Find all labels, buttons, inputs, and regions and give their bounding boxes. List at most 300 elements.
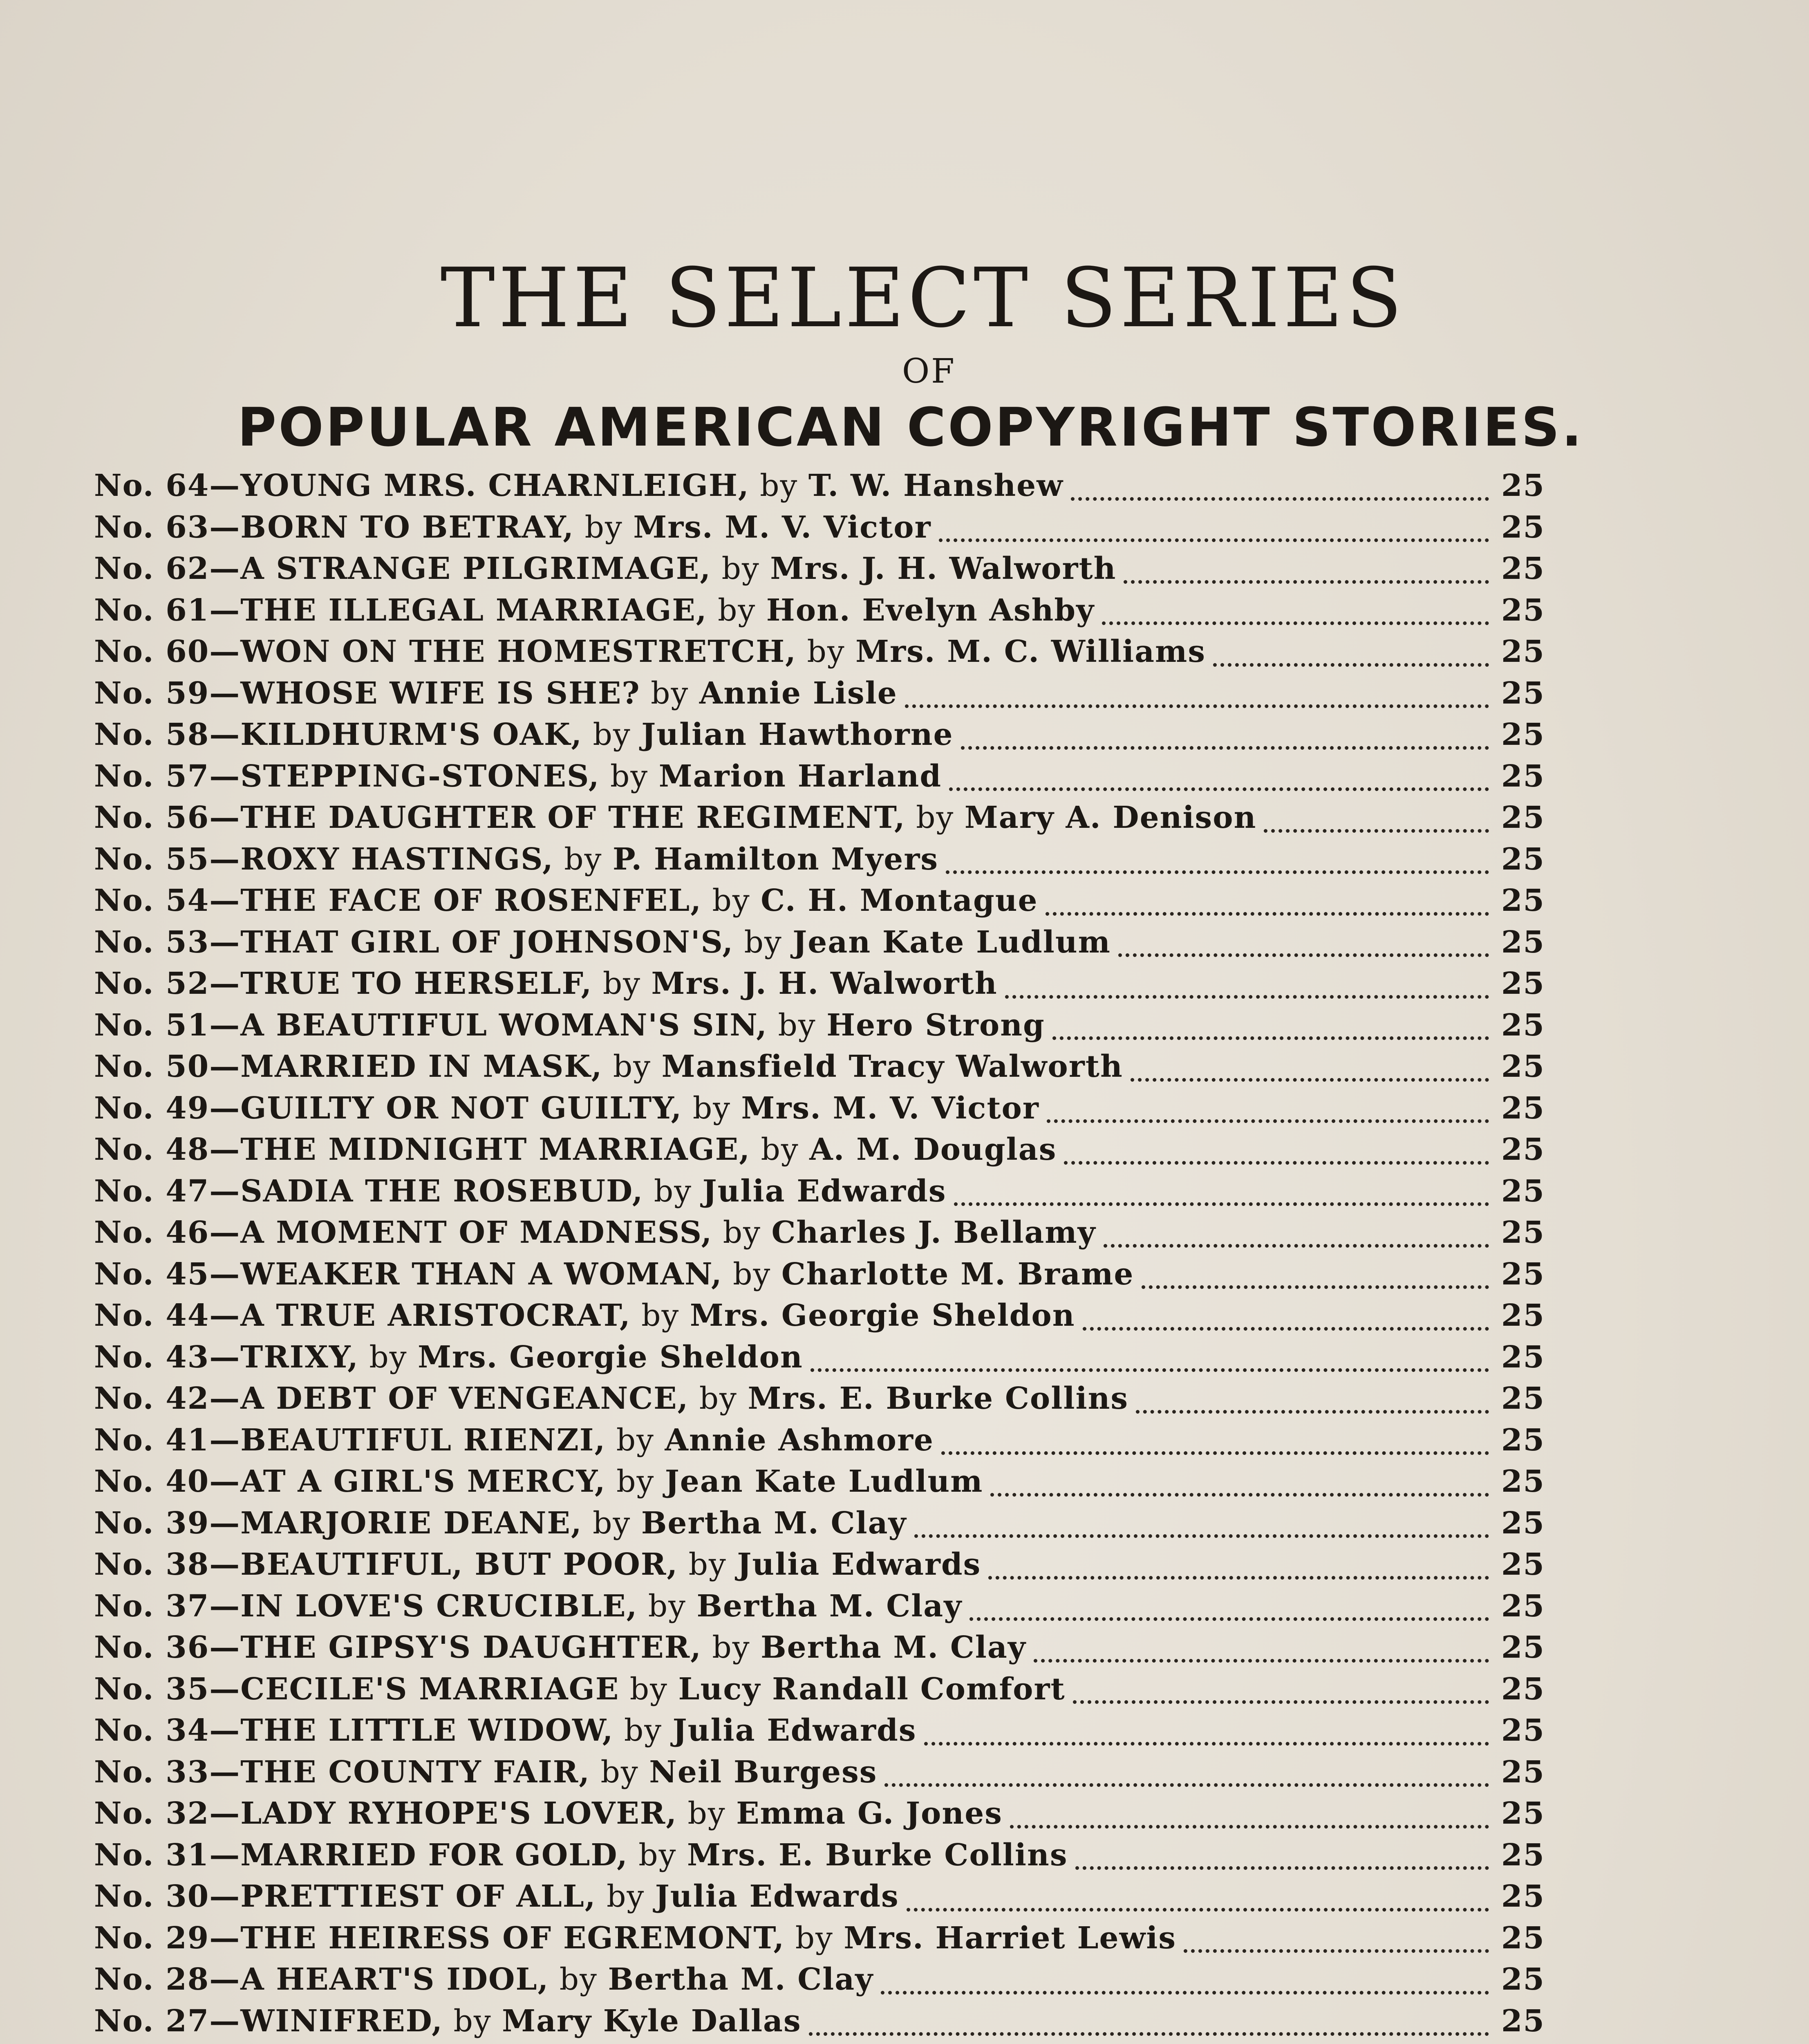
entry-number: No. 49 xyxy=(94,1090,210,1126)
list-item xyxy=(94,1547,1545,1589)
entry-title: A HEART'S IDOL, xyxy=(240,1962,549,1997)
entry-dash: — xyxy=(209,634,241,669)
list-item xyxy=(94,1008,1545,1049)
entry-number: No. 35 xyxy=(94,1671,210,1707)
entry-by: by xyxy=(785,1920,844,1956)
entry-number: No. 45 xyxy=(94,1256,210,1292)
entry-by: by xyxy=(707,592,766,628)
entry-dash: — xyxy=(209,1713,241,1748)
dot-leader xyxy=(990,1493,1489,1497)
entry-number: No. 43 xyxy=(94,1339,210,1375)
entry-number: No. 46 xyxy=(94,1215,210,1250)
list-item xyxy=(94,1381,1545,1423)
entry-price: 25 xyxy=(1501,1630,1545,1665)
entry-dash: — xyxy=(209,1464,241,1499)
dot-leader xyxy=(939,538,1489,542)
entry-by: by xyxy=(606,1464,665,1499)
entry-dash: — xyxy=(209,1215,241,1250)
entry-dash: — xyxy=(209,1173,241,1209)
entry-dash: — xyxy=(209,1505,241,1541)
entry-title: WINIFRED, xyxy=(240,2003,443,2039)
dot-leader xyxy=(907,1908,1489,1912)
entry-author: Charlotte M. Brame xyxy=(781,1256,1134,1292)
entry-dash: — xyxy=(209,1588,241,1624)
entry-price: 25 xyxy=(1501,717,1545,752)
entry-title: AT A GIRL'S MERCY, xyxy=(240,1464,606,1499)
entry-title: A TRUE ARISTOCRAT, xyxy=(240,1298,631,1333)
entry-author: Julian Hawthorne xyxy=(641,717,954,752)
entry-by: by xyxy=(701,883,761,918)
entry-by: by xyxy=(596,1879,655,1914)
dot-leader xyxy=(1102,621,1489,625)
entry-author: Bertha M. Clay xyxy=(761,1630,1026,1665)
entry-author: Charles J. Bellamy xyxy=(771,1215,1096,1250)
entry-author: Julia Edwards xyxy=(702,1173,947,1209)
entry-dash: — xyxy=(209,509,241,545)
list-item xyxy=(94,1838,1545,1879)
entry-title: CECILE'S MARRIAGE xyxy=(240,1671,620,1707)
entry-number: No. 57 xyxy=(94,758,210,794)
list-item xyxy=(94,1340,1545,1381)
entry-by: by xyxy=(712,1215,772,1250)
entry-author: Julia Edwards xyxy=(737,1547,981,1582)
entry-author: Mrs. J. H. Walworth xyxy=(770,551,1117,586)
entry-price: 25 xyxy=(1501,1671,1545,1707)
entry-price: 25 xyxy=(1501,1962,1545,1997)
entry-author: Mrs. M. C. Williams xyxy=(855,634,1206,669)
entry-price: 25 xyxy=(1501,1381,1545,1416)
entry-price: 25 xyxy=(1501,1920,1545,1956)
entry-by: by xyxy=(613,1713,673,1748)
list-item xyxy=(94,1713,1545,1755)
entry-author: Mrs. Georgie Sheldon xyxy=(690,1298,1075,1333)
entry-number: No. 59 xyxy=(94,675,210,711)
entry-by: by xyxy=(553,841,613,877)
entry-title: PRETTIEST OF ALL, xyxy=(240,1879,596,1914)
entry-title: THE DAUGHTER OF THE REGIMENT, xyxy=(240,800,906,835)
entry-by: by xyxy=(638,1588,697,1624)
entry-by: by xyxy=(722,1256,781,1292)
entry-price: 25 xyxy=(1501,841,1545,877)
entry-by: by xyxy=(582,1505,641,1541)
entry-by: by xyxy=(678,1547,737,1582)
list-item xyxy=(94,1464,1545,1506)
dot-leader xyxy=(988,1576,1489,1580)
entry-dash: — xyxy=(209,1422,241,1458)
entry-title: THE HEIRESS OF EGREMONT, xyxy=(240,1920,785,1956)
entry-author: P. Hamilton Myers xyxy=(612,841,939,877)
dot-leader xyxy=(914,1534,1489,1538)
entry-author: Jean Kate Ludlum xyxy=(665,1464,983,1499)
entry-number: No. 56 xyxy=(94,800,210,835)
dot-leader xyxy=(1064,1161,1489,1165)
entry-author: Hon. Evelyn Ashby xyxy=(766,592,1095,628)
entry-dash: — xyxy=(209,1381,241,1416)
entry-author: Mansfield Tracy Walworth xyxy=(661,1049,1123,1084)
list-item xyxy=(94,1049,1545,1091)
entry-author: T. W. Hanshew xyxy=(808,468,1063,503)
entry-by: by xyxy=(643,1173,703,1209)
dot-leader xyxy=(1052,1036,1489,1040)
list-item xyxy=(94,1174,1545,1215)
entry-author: Mrs. J. H. Walworth xyxy=(651,966,998,1001)
list-item xyxy=(94,1298,1545,1340)
entry-title: THAT GIRL OF JOHNSON'S, xyxy=(240,924,734,960)
dot-leader xyxy=(1005,995,1489,999)
entry-number: No. 42 xyxy=(94,1381,210,1416)
entry-number: No. 54 xyxy=(94,883,210,918)
dot-leader xyxy=(1142,1285,1489,1289)
entry-price: 25 xyxy=(1501,2003,1545,2039)
dot-leader xyxy=(946,870,1489,874)
entry-by: by xyxy=(619,1671,678,1707)
entry-dash: — xyxy=(209,883,241,918)
entry-dash: — xyxy=(209,1298,241,1333)
dot-leader xyxy=(809,2032,1489,2036)
entry-dash: — xyxy=(209,1090,241,1126)
dot-leader xyxy=(1131,1078,1489,1082)
entry-by: by xyxy=(750,1132,810,1167)
entry-by: by xyxy=(749,468,808,503)
entry-author: Lucy Randall Comfort xyxy=(678,1671,1066,1707)
entry-by: by xyxy=(796,634,856,669)
dot-leader xyxy=(941,1451,1489,1455)
list-item xyxy=(94,1589,1545,1630)
entry-title: A MOMENT OF MADNESS, xyxy=(240,1215,713,1250)
list-item xyxy=(94,842,1545,883)
list-item xyxy=(94,883,1545,925)
entry-number: No. 48 xyxy=(94,1132,210,1167)
entry-by: by xyxy=(574,509,634,545)
entry-by: by xyxy=(734,924,793,960)
entry-title: GUILTY OR NOT GUILTY, xyxy=(240,1090,683,1126)
entry-title: MARRIED FOR GOLD, xyxy=(240,1837,628,1873)
entry-author: Annie Ashmore xyxy=(665,1422,934,1458)
list-item xyxy=(94,1257,1545,1298)
entry-by: by xyxy=(600,758,659,794)
entry-dash: — xyxy=(209,1256,241,1292)
list-item xyxy=(94,468,1545,510)
entry-price: 25 xyxy=(1501,1713,1545,1748)
entry-price: 25 xyxy=(1501,800,1545,835)
entry-author: Mrs. M. V. Victor xyxy=(633,509,931,545)
entry-number: No. 55 xyxy=(94,841,210,877)
entry-by: by xyxy=(582,717,642,752)
entry-dash: — xyxy=(209,1339,241,1375)
entry-dash: — xyxy=(209,1630,241,1665)
entry-number: No. 44 xyxy=(94,1298,210,1333)
entry-price: 25 xyxy=(1501,1588,1545,1624)
entry-title: MARRIED IN MASK, xyxy=(240,1049,603,1084)
entry-number: No. 61 xyxy=(94,592,210,628)
entry-price: 25 xyxy=(1501,468,1545,503)
entry-price: 25 xyxy=(1501,924,1545,960)
entry-author: Mrs. M. V. Victor xyxy=(741,1090,1039,1126)
entry-title: THE FACE OF ROSENFEL, xyxy=(240,883,702,918)
entry-price: 25 xyxy=(1501,592,1545,628)
entry-dash: — xyxy=(209,1837,241,1873)
dot-leader xyxy=(1071,497,1489,501)
entry-number: No. 36 xyxy=(94,1630,210,1665)
list-item xyxy=(94,510,1545,551)
entry-by: by xyxy=(358,1339,418,1375)
entry-author: Neil Burgess xyxy=(649,1754,878,1790)
entry-by: by xyxy=(592,966,652,1001)
entry-title: WEAKER THAN A WOMAN, xyxy=(240,1256,723,1292)
entry-by: by xyxy=(677,1796,737,1831)
list-item xyxy=(94,1962,1545,2004)
entry-price: 25 xyxy=(1501,1049,1545,1084)
entry-title: IN LOVE'S CRUCIBLE, xyxy=(240,1588,638,1624)
entry-by: by xyxy=(549,1962,608,1997)
entry-price: 25 xyxy=(1501,1464,1545,1499)
dot-leader xyxy=(1034,1659,1489,1663)
entry-number: No. 30 xyxy=(94,1879,210,1914)
entry-by: by xyxy=(631,1298,690,1333)
entry-price: 25 xyxy=(1501,1298,1545,1333)
entry-by: by xyxy=(905,800,965,835)
entry-number: No. 41 xyxy=(94,1422,210,1458)
entry-price: 25 xyxy=(1501,551,1545,586)
list-item xyxy=(94,1215,1545,1257)
dot-leader xyxy=(1118,953,1489,957)
entry-author: Bertha M. Clay xyxy=(696,1588,963,1624)
dot-leader xyxy=(1083,1327,1489,1331)
entry-by: by xyxy=(628,1837,687,1873)
entry-dash: — xyxy=(209,551,241,586)
entry-author: Mrs. E. Burke Collins xyxy=(687,1837,1068,1873)
dot-leader xyxy=(1047,1119,1489,1123)
entry-author: Jean Kate Ludlum xyxy=(793,924,1111,960)
dot-leader xyxy=(954,1202,1489,1206)
entry-dash: — xyxy=(209,2003,241,2039)
entry-price: 25 xyxy=(1501,1837,1545,1873)
list-item xyxy=(94,966,1545,1008)
list-item xyxy=(94,1630,1545,1672)
entry-price: 25 xyxy=(1501,1547,1545,1582)
list-item xyxy=(94,1879,1545,1921)
entry-title: THE MIDNIGHT MARRIAGE, xyxy=(240,1132,750,1167)
dot-leader xyxy=(961,746,1489,750)
entry-title: ROXY HASTINGS, xyxy=(240,841,554,877)
list-item xyxy=(94,800,1545,842)
entry-number: No. 52 xyxy=(94,966,210,1001)
entry-number: No. 39 xyxy=(94,1505,210,1541)
entry-author: Mary A. Denison xyxy=(964,800,1257,835)
list-item xyxy=(94,676,1545,717)
entry-price: 25 xyxy=(1501,1215,1545,1250)
entry-by: by xyxy=(767,1007,827,1043)
entry-price: 25 xyxy=(1501,1090,1545,1126)
entry-title: MARJORIE DEANE, xyxy=(240,1505,582,1541)
list-item xyxy=(94,593,1545,634)
entry-number: No. 29 xyxy=(94,1920,210,1956)
entry-by: by xyxy=(640,675,699,711)
entry-author: Mrs. E. Burke Collins xyxy=(748,1381,1129,1416)
dot-leader xyxy=(810,1368,1489,1372)
entry-by: by xyxy=(689,1381,748,1416)
entry-price: 25 xyxy=(1501,1132,1545,1167)
entry-author: Julia Edwards xyxy=(655,1879,899,1914)
entry-number: No. 40 xyxy=(94,1464,210,1499)
series-title-of: OF xyxy=(902,352,956,391)
book-list xyxy=(94,468,1545,2044)
entry-dash: — xyxy=(209,800,241,835)
entry-title: SADIA THE ROSEBUD, xyxy=(240,1173,644,1209)
list-item xyxy=(94,1672,1545,1713)
list-item xyxy=(94,1921,1545,1962)
dot-leader xyxy=(881,1991,1489,1995)
entry-price: 25 xyxy=(1501,966,1545,1001)
entry-dash: — xyxy=(209,1796,241,1831)
entry-number: No. 37 xyxy=(94,1588,210,1624)
entry-title: THE COUNTY FAIR, xyxy=(240,1754,591,1790)
list-item xyxy=(94,2004,1545,2044)
entry-number: No. 50 xyxy=(94,1049,210,1084)
entry-title: THE GIPSY'S DAUGHTER, xyxy=(240,1630,702,1665)
entry-author: Bertha M. Clay xyxy=(641,1505,907,1541)
entry-by: by xyxy=(443,2003,502,2039)
entry-price: 25 xyxy=(1501,883,1545,918)
list-item xyxy=(94,1506,1545,1547)
entry-author: Hero Strong xyxy=(826,1007,1045,1043)
dot-leader xyxy=(1264,829,1489,833)
dot-leader xyxy=(1213,663,1489,667)
list-item xyxy=(94,1755,1545,1796)
list-item xyxy=(94,925,1545,966)
entry-dash: — xyxy=(209,1754,241,1790)
entry-number: No. 60 xyxy=(94,634,210,669)
entry-price: 25 xyxy=(1501,1256,1545,1292)
list-item xyxy=(94,1132,1545,1174)
list-item xyxy=(94,1423,1545,1464)
entry-number: No. 34 xyxy=(94,1713,210,1748)
entry-author: Julia Edwards xyxy=(672,1713,917,1748)
entry-title: A STRANGE PILGRIMAGE, xyxy=(240,551,712,586)
entry-price: 25 xyxy=(1501,1796,1545,1831)
entry-author: Bertha M. Clay xyxy=(608,1962,874,1997)
entry-title: BORN TO BETRAY, xyxy=(240,509,575,545)
dot-leader xyxy=(905,704,1489,708)
dot-leader xyxy=(1046,912,1489,916)
entry-dash: — xyxy=(209,966,241,1001)
entry-author: Mrs. Harriet Lewis xyxy=(844,1920,1177,1956)
entry-dash: — xyxy=(209,675,241,711)
entry-dash: — xyxy=(209,758,241,794)
entry-number: No. 64 xyxy=(94,468,210,503)
entry-price: 25 xyxy=(1501,675,1545,711)
entry-dash: — xyxy=(209,1879,241,1914)
entry-title: TRUE TO HERSELF, xyxy=(240,966,593,1001)
entry-title: STEPPING-STONES, xyxy=(240,758,600,794)
entry-by: by xyxy=(701,1630,761,1665)
entry-price: 25 xyxy=(1501,1007,1545,1043)
entry-dash: — xyxy=(209,924,241,960)
entry-price: 25 xyxy=(1501,634,1545,669)
dot-leader xyxy=(949,787,1489,791)
entry-title: BEAUTIFUL RIENZI, xyxy=(240,1422,606,1458)
entry-number: No. 62 xyxy=(94,551,210,586)
entry-price: 25 xyxy=(1501,509,1545,545)
entry-title: WHOSE WIFE IS SHE? xyxy=(240,675,640,711)
list-item xyxy=(94,1091,1545,1132)
entry-author: C. H. Montague xyxy=(761,883,1038,918)
entry-by: by xyxy=(711,551,770,586)
entry-price: 25 xyxy=(1501,1754,1545,1790)
entry-price: 25 xyxy=(1501,1879,1545,1914)
dot-leader xyxy=(1136,1410,1489,1414)
dot-leader xyxy=(1104,1244,1489,1248)
entry-title: TRIXY, xyxy=(240,1339,359,1375)
entry-dash: — xyxy=(209,1007,241,1043)
entry-number: No. 58 xyxy=(94,717,210,752)
entry-author: Emma G. Jones xyxy=(736,1796,1003,1831)
entry-title: KILDHURM'S OAK, xyxy=(240,717,583,752)
dot-leader xyxy=(884,1783,1489,1787)
dot-leader xyxy=(1124,580,1489,584)
entry-by: by xyxy=(682,1090,741,1126)
entry-number: No. 33 xyxy=(94,1754,210,1790)
entry-author: Mary Kyle Dallas xyxy=(502,2003,802,2039)
entry-title: WON ON THE HOMESTRETCH, xyxy=(240,634,797,669)
entry-number: No. 31 xyxy=(94,1837,210,1873)
entry-title: YOUNG MRS. CHARNLEIGH, xyxy=(240,468,750,503)
entry-number: No. 53 xyxy=(94,924,210,960)
list-item xyxy=(94,717,1545,759)
entry-dash: — xyxy=(209,1920,241,1956)
entry-author: A. M. Douglas xyxy=(809,1132,1057,1167)
entry-title: THE LITTLE WIDOW, xyxy=(240,1713,614,1748)
entry-dash: — xyxy=(209,1962,241,1997)
entry-author: Annie Lisle xyxy=(699,675,898,711)
dot-leader xyxy=(1073,1700,1489,1704)
dot-leader xyxy=(969,1617,1489,1621)
entry-number: No. 47 xyxy=(94,1173,210,1209)
entry-title: THE ILLEGAL MARRIAGE, xyxy=(240,592,707,628)
entry-dash: — xyxy=(209,468,241,503)
series-subtitle: POPULAR AMERICAN COPYRIGHT STORIES. xyxy=(237,396,1584,458)
entry-dash: — xyxy=(209,1671,241,1707)
entry-title: LADY RYHOPE'S LOVER, xyxy=(240,1796,678,1831)
entry-number: No. 28 xyxy=(94,1962,210,1997)
series-title: THE SELECT SERIES xyxy=(440,251,1406,346)
entry-price: 25 xyxy=(1501,758,1545,794)
dot-leader xyxy=(924,1742,1489,1746)
entry-number: No. 38 xyxy=(94,1547,210,1582)
dot-leader xyxy=(1010,1825,1489,1829)
entry-title: A DEBT OF VENGEANCE, xyxy=(240,1381,689,1416)
entry-author: Mrs. Georgie Sheldon xyxy=(418,1339,803,1375)
entry-dash: — xyxy=(209,1049,241,1084)
entry-dash: — xyxy=(209,1547,241,1582)
entry-price: 25 xyxy=(1501,1173,1545,1209)
list-item xyxy=(94,759,1545,800)
entry-number: No. 27 xyxy=(94,2003,210,2039)
entry-dash: — xyxy=(209,717,241,752)
entry-price: 25 xyxy=(1501,1422,1545,1458)
entry-by: by xyxy=(590,1754,649,1790)
entry-dash: — xyxy=(209,1132,241,1167)
entry-dash: — xyxy=(209,592,241,628)
list-item xyxy=(94,1796,1545,1838)
entry-number: No. 51 xyxy=(94,1007,210,1043)
list-item xyxy=(94,634,1545,676)
dot-leader xyxy=(1184,1949,1489,1953)
list-item xyxy=(94,551,1545,593)
dot-leader xyxy=(1075,1866,1489,1870)
entry-price: 25 xyxy=(1501,1505,1545,1541)
entry-by: by xyxy=(602,1049,662,1084)
